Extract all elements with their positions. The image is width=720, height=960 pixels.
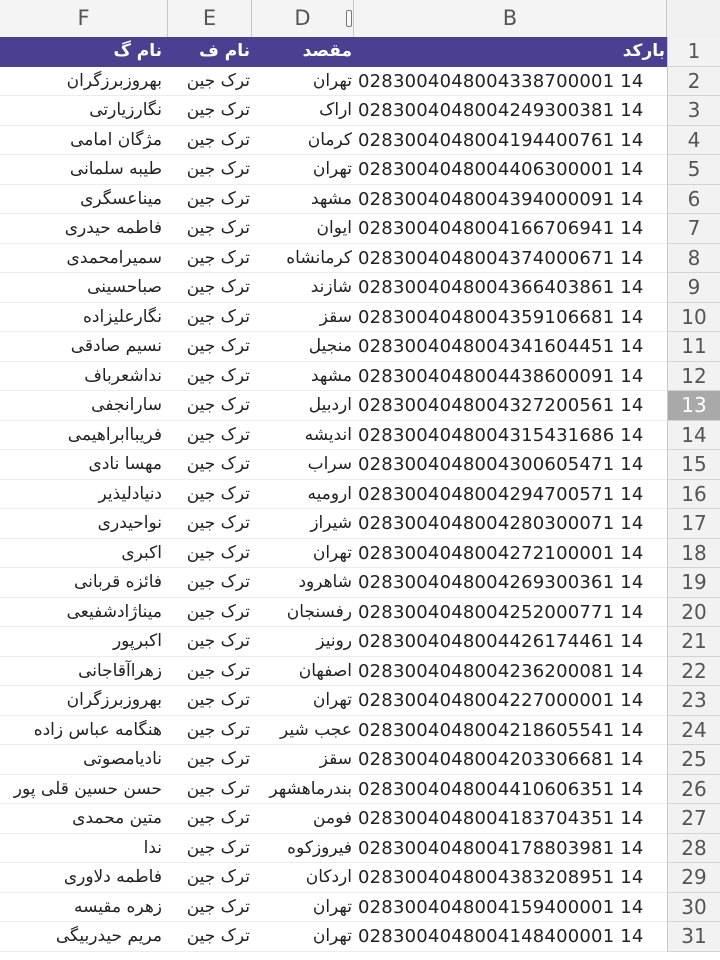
cell-first-name[interactable]: فریباابراهیمی [67, 424, 162, 445]
table-row [0, 421, 720, 451]
cell-barcode[interactable]: 0283004048004280300071 14 [358, 513, 644, 534]
cell-last-name[interactable]: ترک جین [186, 129, 250, 150]
cell-first-name[interactable]: میناعسگری [80, 188, 162, 209]
cell-last-name[interactable]: ترک جین [186, 719, 250, 740]
row-number[interactable]: 30 [667, 893, 720, 923]
cell-last-name[interactable]: ترک جین [186, 70, 250, 91]
cell-last-name[interactable]: ترک جین [186, 395, 250, 415]
cell-last-name[interactable]: ترک جین [186, 365, 250, 386]
cell-barcode[interactable]: 0283004048004249300381 14 [358, 100, 644, 121]
row-number[interactable]: 2 [667, 67, 720, 97]
cell-last-name[interactable]: ترک جین [186, 454, 250, 474]
table-row [0, 391, 720, 421]
cell-last-name[interactable]: ترک جین [186, 690, 250, 710]
row-number[interactable]: 24 [667, 716, 720, 746]
cell-barcode[interactable]: 0283004048004227000001 14 [358, 690, 644, 711]
cell-first-name[interactable]: متین محمدی [72, 808, 162, 828]
row-number[interactable]: 9 [667, 273, 720, 303]
table-row [0, 834, 720, 864]
row-number[interactable]: 21 [667, 627, 720, 657]
cell-barcode[interactable]: 0283004048004148400001 14 [358, 926, 644, 947]
cell-first-name[interactable]: نداشعرباف [84, 365, 162, 386]
row-number[interactable]: 25 [667, 745, 720, 775]
cell-destination[interactable]: شاهرود [298, 572, 352, 592]
cell-barcode[interactable]: 0283004048004300605471 14 [358, 454, 644, 475]
table-row [0, 686, 720, 716]
cell-destination[interactable]: فومن [313, 808, 352, 828]
cell-first-name[interactable]: نگارعلیزاده [83, 306, 162, 327]
table-row [0, 67, 720, 97]
cell-first-name[interactable]: مژگان امامی [70, 129, 162, 150]
table-row [0, 775, 720, 805]
cell-barcode[interactable]: 0283004048004341604451 14 [358, 336, 644, 357]
column-header-d[interactable]: D [252, 0, 354, 37]
cell-first-name[interactable]: بهروزبرزگران [66, 690, 162, 710]
cell-barcode[interactable]: 0283004048004252000771 14 [358, 601, 644, 623]
cell-first-name[interactable]: اکبری [121, 542, 162, 563]
cell-first-name[interactable]: طیبه سلمانی [69, 159, 162, 179]
cell-last-name[interactable]: ترک جین [186, 424, 250, 445]
row-number[interactable]: 14 [667, 421, 720, 451]
cell-destination[interactable]: شیراز [310, 513, 352, 533]
cell-last-name[interactable]: ترک جین [186, 778, 250, 799]
grid-rows [0, 37, 720, 952]
cell-barcode[interactable]: 0283004048004315431686 14 [358, 424, 644, 446]
cell-last-name[interactable]: ترک جین [186, 749, 250, 769]
cell-barcode[interactable]: 0283004048004327200561 14 [358, 395, 644, 416]
cell-last-name[interactable]: ترک جین [186, 631, 250, 651]
column-header-b[interactable]: B [354, 0, 667, 37]
cell-barcode[interactable]: 0283004048004203306681 14 [358, 749, 644, 770]
cell-first-name[interactable]: دنیادلیذیر [98, 483, 162, 504]
cell-barcode[interactable]: 0283004048004178803981 14 [358, 837, 644, 859]
cell-last-name[interactable]: ترک جین [186, 247, 250, 268]
table-row [0, 126, 720, 156]
cell-first-name[interactable]: فاطمه دلاوری [63, 867, 162, 887]
cell-barcode[interactable]: 0283004048004294700571 14 [358, 483, 644, 505]
cell-first-name[interactable]: فاطمه حیدری [64, 218, 162, 238]
cell-first-name[interactable]: هنگامه عباس زاده [33, 719, 162, 740]
cell-barcode[interactable]: 0283004048004438600091 14 [358, 365, 644, 387]
header-cell-last-name[interactable]: نام ف [168, 37, 252, 67]
gridline [0, 951, 667, 952]
row-number[interactable]: 13 [667, 391, 720, 421]
cell-destination[interactable]: سقز [319, 306, 352, 327]
cell-last-name[interactable]: ترک جین [186, 100, 250, 120]
cell-destination[interactable]: کرمان [307, 129, 352, 150]
table-header-row [0, 37, 720, 67]
cell-first-name[interactable]: مریم حیدربیگی [55, 926, 162, 946]
cell-barcode[interactable]: 0283004048004366403861 14 [358, 277, 644, 298]
cell-first-name[interactable]: نسیم صادقی [70, 336, 162, 356]
row-number[interactable]: 8 [667, 244, 720, 274]
cell-barcode[interactable]: 0283004048004394000091 14 [358, 188, 644, 210]
row-number[interactable]: 7 [667, 214, 720, 244]
cell-barcode[interactable]: 0283004048004236200081 14 [358, 660, 644, 682]
cell-destination[interactable]: تهران [312, 926, 352, 946]
row-number[interactable]: 31 [667, 922, 720, 952]
cell-barcode[interactable]: 0283004048004383208951 14 [358, 867, 644, 888]
cell-first-name[interactable]: اکبرپور [112, 631, 162, 651]
row-number[interactable]: 20 [667, 598, 720, 628]
cell-first-name[interactable]: نگارزیارتی [89, 100, 162, 120]
row-number[interactable]: 15 [667, 450, 720, 480]
header-cell-destination[interactable]: مقصد [252, 37, 354, 67]
cell-destination[interactable]: اراک [319, 100, 352, 120]
cell-first-name[interactable]: زهراآقاجانی [78, 660, 162, 681]
cell-destination[interactable]: رفسنجان [286, 601, 352, 622]
cell-destination[interactable]: رونیز [316, 631, 352, 651]
cell-destination[interactable]: تهران [312, 690, 352, 710]
table-row [0, 303, 720, 333]
table-row [0, 362, 720, 392]
row-number[interactable]: 4 [667, 126, 720, 156]
cell-destination[interactable]: کرمانشاه [286, 247, 352, 268]
cell-destination[interactable]: مشهد [310, 365, 352, 386]
table-row [0, 509, 720, 539]
cell-first-name[interactable]: حسن حسین قلی پور [13, 778, 162, 799]
cell-first-name[interactable]: میناژادشفیعی [66, 601, 162, 622]
cell-destination[interactable]: اصفهان [298, 660, 352, 681]
cell-barcode[interactable]: 0283004048004159400001 14 [358, 896, 644, 918]
row-number[interactable]: 23 [667, 686, 720, 716]
cell-last-name[interactable]: ترک جین [186, 926, 250, 946]
row-number[interactable]: 28 [667, 834, 720, 864]
table-row [0, 155, 720, 185]
cell-last-name[interactable]: ترک جین [186, 218, 250, 238]
row-number[interactable]: 19 [667, 568, 720, 598]
cell-destination[interactable]: فیروزکوه [287, 837, 352, 858]
row-number[interactable]: 26 [667, 775, 720, 805]
header-cell-barcode[interactable]: بارکد [354, 37, 667, 67]
cell-first-name[interactable]: زهره مقیسه [74, 896, 162, 917]
cell-last-name[interactable]: ترک جین [186, 188, 250, 209]
cell-first-name[interactable]: صباحسینی [87, 277, 162, 297]
cell-destination[interactable]: تهران [312, 542, 352, 563]
cell-barcode[interactable]: 0283004048004426174461 14 [358, 631, 644, 652]
cell-first-name[interactable]: سمیرامحمدی [66, 247, 162, 268]
cell-barcode[interactable]: 0283004048004359106681 14 [358, 306, 644, 328]
column-header-bar [0, 0, 720, 38]
row-number[interactable]: 17 [667, 509, 720, 539]
row-number[interactable]: 12 [667, 362, 720, 392]
row-number[interactable]: 11 [667, 332, 720, 362]
cell-last-name[interactable]: ترک جین [186, 660, 250, 681]
cell-destination[interactable]: سقز [319, 749, 352, 769]
cell-last-name[interactable]: ترک جین [186, 336, 250, 356]
table-row [0, 450, 720, 480]
cell-last-name[interactable]: ترک جین [186, 896, 250, 917]
cell-last-name[interactable]: ترک جین [186, 837, 250, 858]
header-cell-first-name[interactable]: نام گ [0, 37, 168, 67]
table-row [0, 214, 720, 244]
row-number[interactable]: 5 [667, 155, 720, 185]
table-row [0, 273, 720, 303]
cell-first-name[interactable]: نواحیدری [97, 513, 162, 533]
cell-barcode[interactable]: 0283004048004410606351 14 [358, 778, 644, 800]
cell-destination[interactable]: تهران [312, 159, 352, 179]
cell-barcode[interactable]: 0283004048004272100001 14 [358, 542, 644, 564]
cell-last-name[interactable]: ترک جین [186, 277, 250, 297]
cell-last-name[interactable]: ترک جین [186, 572, 250, 592]
row-number[interactable]: 10 [667, 303, 720, 333]
column-resize-handle[interactable] [346, 10, 352, 27]
cell-last-name[interactable]: ترک جین [186, 808, 250, 828]
cell-destination[interactable]: عجب شیر [280, 719, 352, 740]
cell-last-name[interactable]: ترک جین [186, 542, 250, 563]
table-row [0, 568, 720, 598]
cell-destination[interactable]: منجیل [308, 336, 352, 356]
row-number[interactable]: 1 [667, 37, 720, 67]
cell-barcode[interactable]: 0283004048004374000671 14 [358, 247, 644, 269]
select-all-corner[interactable] [667, 0, 720, 37]
row-number[interactable]: 22 [667, 657, 720, 687]
row-number[interactable]: 27 [667, 804, 720, 834]
cell-first-name[interactable]: فائزه قربانی [73, 572, 162, 592]
table-row [0, 922, 720, 952]
cell-first-name[interactable]: ندا [143, 837, 162, 858]
table-row [0, 332, 720, 362]
table-row [0, 863, 720, 893]
row-number[interactable]: 18 [667, 539, 720, 569]
column-header-f[interactable]: F [0, 0, 168, 37]
cell-first-name[interactable]: مهسا نادی [88, 454, 162, 474]
cell-first-name[interactable]: سارانجفی [91, 395, 162, 415]
cell-barcode[interactable]: 0283004048004406300001 14 [358, 159, 644, 180]
cell-first-name[interactable]: نادیامصوتی [83, 749, 162, 769]
cell-last-name[interactable]: ترک جین [186, 513, 250, 533]
table-row [0, 96, 720, 126]
table-row [0, 539, 720, 569]
cell-first-name[interactable]: بهروزبرزگران [66, 70, 162, 91]
row-number[interactable]: 29 [667, 863, 720, 893]
table-row [0, 657, 720, 687]
column-header-e[interactable]: E [168, 0, 252, 37]
cell-barcode[interactable]: 0283004048004183704351 14 [358, 808, 644, 829]
row-number[interactable]: 3 [667, 96, 720, 126]
cell-last-name[interactable]: ترک جین [186, 867, 250, 887]
cell-last-name[interactable]: ترک جین [186, 601, 250, 622]
row-number[interactable]: 16 [667, 480, 720, 510]
cell-barcode[interactable]: 0283004048004269300361 14 [358, 572, 644, 593]
cell-destination[interactable]: تهران [312, 896, 352, 917]
table-row [0, 893, 720, 923]
table-row [0, 716, 720, 746]
table-row [0, 480, 720, 510]
cell-last-name[interactable]: ترک جین [186, 483, 250, 504]
cell-destination[interactable]: ایوان [316, 218, 352, 238]
table-row [0, 804, 720, 834]
table-row [0, 627, 720, 657]
cell-barcode[interactable]: 0283004048004194400761 14 [358, 129, 644, 151]
cell-last-name[interactable]: ترک جین [186, 159, 250, 179]
cell-destination[interactable]: مشهد [310, 188, 352, 209]
cell-destination[interactable]: ارومیه [307, 483, 352, 504]
table-row [0, 244, 720, 274]
cell-barcode[interactable]: 0283004048004338700001 14 [358, 70, 644, 92]
cell-barcode[interactable]: 0283004048004166706941 14 [358, 218, 644, 239]
cell-destination[interactable]: شازند [310, 277, 352, 297]
row-number[interactable]: 6 [667, 185, 720, 215]
cell-destination[interactable]: تهران [312, 70, 352, 91]
cell-destination[interactable]: سراب [307, 454, 352, 474]
cell-destination[interactable]: اردکان [305, 867, 352, 887]
cell-destination[interactable]: اردبیل [308, 395, 352, 415]
table-row [0, 745, 720, 775]
cell-last-name[interactable]: ترک جین [186, 306, 250, 327]
cell-destination[interactable]: اندیشه [304, 424, 352, 445]
table-row [0, 185, 720, 215]
table-row [0, 598, 720, 628]
cell-barcode[interactable]: 0283004048004218605541 14 [358, 719, 644, 741]
cell-destination[interactable]: بندرماهشهر [269, 778, 352, 799]
